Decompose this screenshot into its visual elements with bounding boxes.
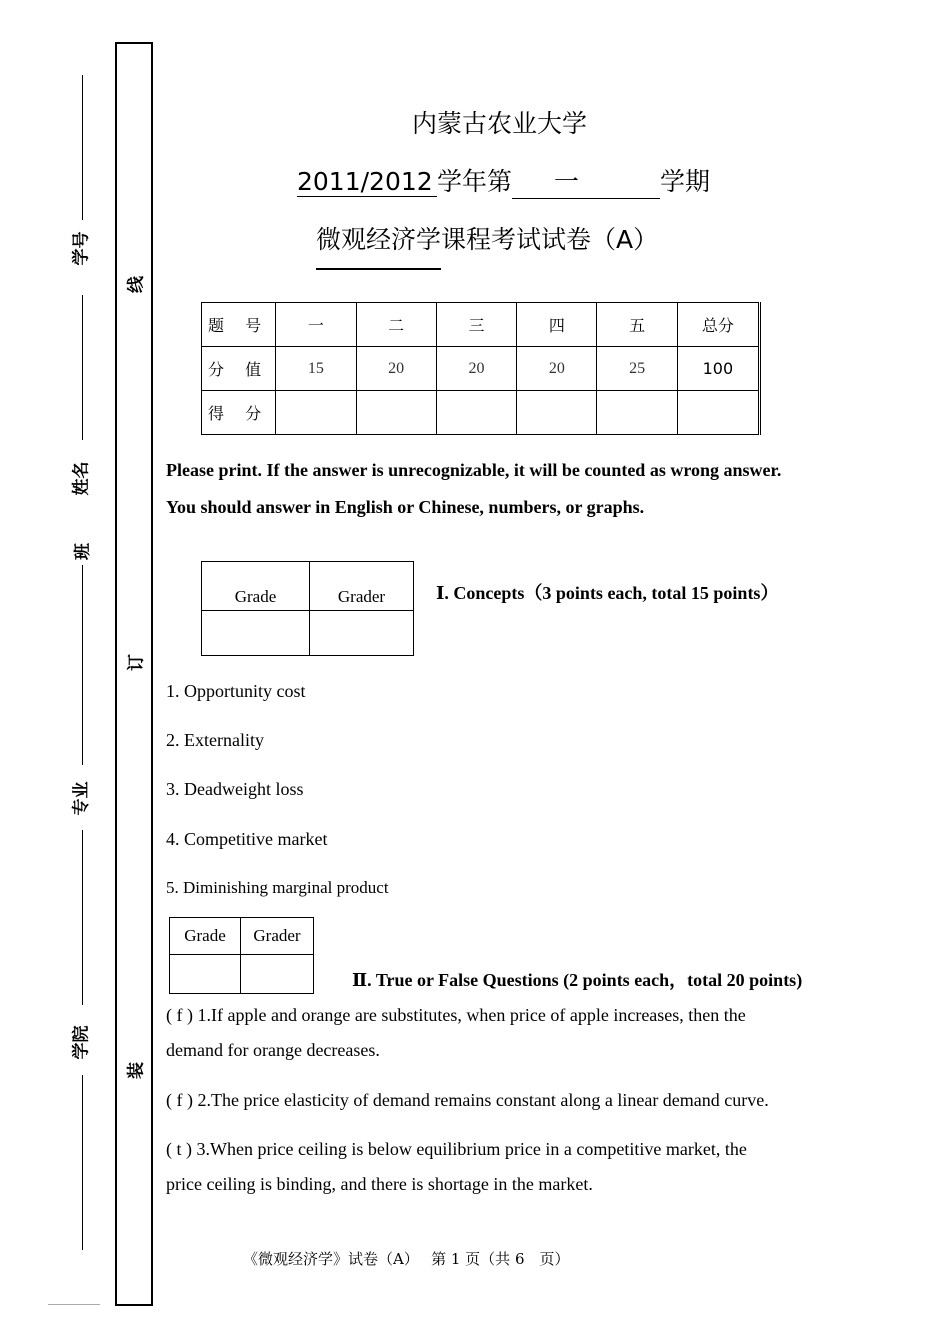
score-table <box>201 302 761 435</box>
points-q1: 15 <box>276 347 356 391</box>
tf-question-2: ( f ) 2.The price elasticity of demand remains constant along a linear demand curve. <box>166 1090 769 1110</box>
name-label: 姓名 <box>71 461 92 496</box>
points-q2: 20 <box>356 347 436 391</box>
margin-stub-line <box>48 1304 100 1305</box>
tf-question-3-line-1: ( t ) 3.When price ceiling is below equilibrium price in a competitive market, the <box>166 1139 747 1159</box>
section1-title: Ⅰ. Concepts（3 points each, total 15 points） <box>436 583 779 603</box>
title-suffix: 课程考试试卷（A） <box>441 225 659 254</box>
grade-header: Grade <box>202 562 310 611</box>
semester-line <box>297 162 710 199</box>
section2-title: Ⅱ. True or False Questions (2 points each，total 20 points) <box>352 970 803 990</box>
concept-item-3: 3. Deadweight loss <box>166 779 304 799</box>
points-total: 100 <box>677 347 759 391</box>
major-label: 专业 <box>71 781 92 816</box>
score-cell-q2[interactable] <box>356 391 436 435</box>
grade-cell[interactable] <box>170 955 241 994</box>
row-label-points: 分 值 <box>202 347 276 391</box>
points-q3: 20 <box>436 347 516 391</box>
binding-mark-line: 线 <box>126 276 147 293</box>
tf-question-1-line-2: demand for orange decreases. <box>166 1040 380 1060</box>
grade-box-section2 <box>169 917 314 994</box>
table-row <box>202 611 414 656</box>
instruction-line-1: Please print. If the answer is unrecognizable, it will be counted as wrong answer. <box>166 460 782 480</box>
grade-header: Grade <box>170 918 241 955</box>
score-cell-q3[interactable] <box>436 391 516 435</box>
table-row <box>202 562 414 611</box>
tf-question-3-line-2: price ceiling is binding, and there is shortage in the market. <box>166 1174 593 1194</box>
major-line <box>82 830 83 1005</box>
table-row <box>202 303 760 347</box>
grade-cell[interactable] <box>202 611 310 656</box>
table-row <box>170 955 314 994</box>
table-row <box>202 391 760 435</box>
points-q4: 20 <box>517 347 597 391</box>
student-no-line <box>82 75 83 220</box>
header-total: 总分 <box>677 303 759 347</box>
header-q2: 二 <box>356 303 436 347</box>
grader-header: Grader <box>310 562 414 611</box>
header-q4: 四 <box>517 303 597 347</box>
university-name: 内蒙古农业大学 <box>412 109 588 138</box>
grade-box-section1 <box>201 561 414 656</box>
points-q5: 25 <box>597 347 677 391</box>
college-label: 学院 <box>71 1025 92 1060</box>
page-footer: 《微观经济学》试卷（A） 第 1 页（共 6 页） <box>243 1250 570 1268</box>
grader-cell[interactable] <box>310 611 414 656</box>
score-cell-q5[interactable] <box>597 391 677 435</box>
binding-mark-bind: 装 <box>126 1062 147 1079</box>
row-label-question-no: 题 号 <box>202 303 276 347</box>
table-row <box>202 347 760 391</box>
table-row <box>170 918 314 955</box>
row-label-score: 得 分 <box>202 391 276 435</box>
name-line <box>82 295 83 440</box>
concept-item-5: 5. Diminishing marginal product <box>166 878 389 897</box>
score-cell-q1[interactable] <box>276 391 356 435</box>
exam-title <box>316 220 658 270</box>
class-label: 班 <box>73 543 93 560</box>
term-field <box>512 162 660 199</box>
class-line <box>82 565 83 765</box>
tf-question-1-line-1: ( f ) 1.If apple and orange are substitutes, when price of apple increases, then the <box>166 1005 746 1025</box>
header-q3: 三 <box>436 303 516 347</box>
student-no-label: 学号 <box>71 231 92 266</box>
score-cell-q4[interactable] <box>517 391 597 435</box>
instruction-line-2: You should answer in English or Chinese, numbers, or graphs. <box>166 497 645 517</box>
year-suffix: 学年第 <box>437 167 513 196</box>
course-name: 微观经济学 <box>316 220 441 270</box>
score-cell-total[interactable] <box>677 391 759 435</box>
header-q5: 五 <box>597 303 677 347</box>
concept-item-4: 4. Competitive market <box>166 829 328 849</box>
term-value: 一 <box>554 167 580 196</box>
grader-header: Grader <box>241 918 314 955</box>
header-q1: 一 <box>276 303 356 347</box>
binding-mark-staple: 订 <box>126 654 147 671</box>
academic-year: 2011/2012 <box>297 167 437 197</box>
concept-item-1: 1. Opportunity cost <box>166 681 306 701</box>
grader-cell[interactable] <box>241 955 314 994</box>
concept-item-2: 2. Externality <box>166 730 264 750</box>
college-line <box>82 1075 83 1250</box>
semester-word: 学期 <box>660 167 711 196</box>
